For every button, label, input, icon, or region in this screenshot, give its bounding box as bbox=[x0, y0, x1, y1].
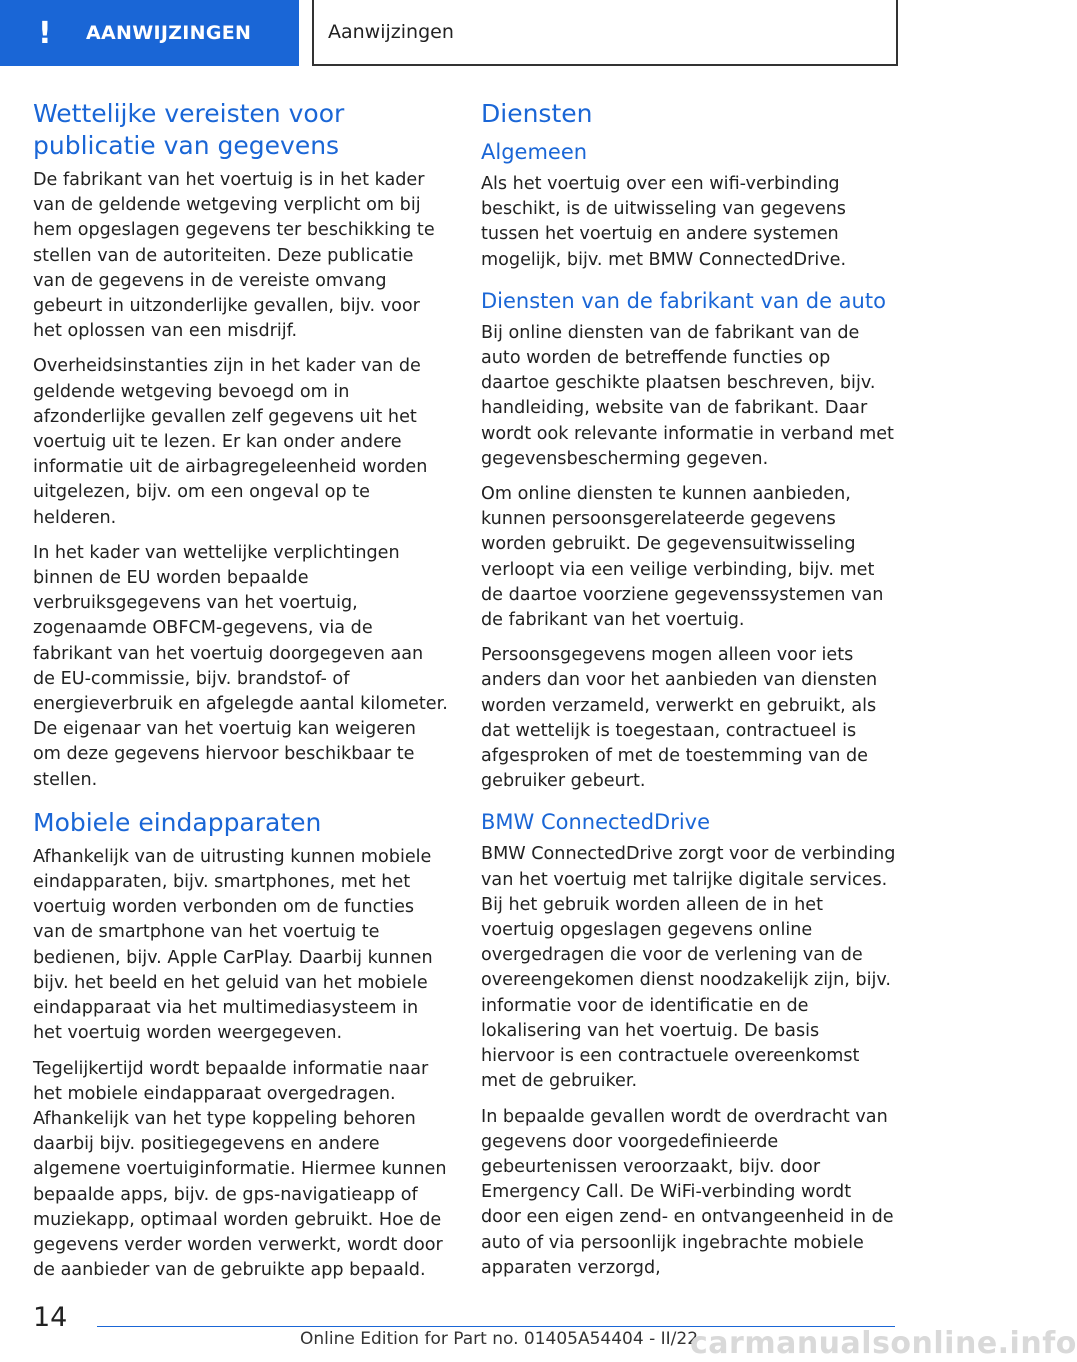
paragraph: BMW ConnectedDrive zorgt voor de verbinding van het voertuig met talrijke digitale services. Bij het gebruik worden alleen de in het voertuig opgeslagen gegevens online overgedragen die voor de verlening van de overeengekomen dienst noodzakelijk zijn, bijv. informatie voor de identificatie en de lokalisering van het voertuig. De basis hiervoor is een contractuele overeenkomst met de gebruiker. bbox=[481, 844, 896, 1092]
edition-note: Online Edition for Part no. 01405A54404 - II/22 bbox=[300, 1329, 699, 1349]
paragraph: De fabrikant van het voertuig is in het kader van de geldende wetgeving verplicht om bij hem opgeslagen gegevens ter beschikking te stellen van de autoriteiten. Deze publicatie van de gegevens in de vereiste omvang gebeurt in uitzonderlijke gevallen, bijv. voor het oplossen van een misdrijf. bbox=[33, 170, 435, 342]
heading-mobile-devices: Mobiele eindapparaten bbox=[33, 807, 322, 837]
heading-legal-requirements: Wettelijke vereisten voor publicatie van gegevens bbox=[33, 99, 345, 160]
paragraph: Afhankelijk van de uitrusting kunnen mobiele eindapparaten, bijv. smartphones, met het voertuig worden verbonden om de functies van de smartphone van het voertuig te bedienen, bijv. Apple CarPlay. Daarbij kunnen bijv. het beeld en het geluid van het mobiele eindapparaat via het multimediasysteem in het voertuig worden weergegeven. bbox=[33, 846, 433, 1044]
paragraph: Bij online diensten van de fabrikant van de auto worden de betreffende functies op daartoe geschikte plaatsen beschreven, bijv. handleiding, website van de fabrikant. Daar wordt ook relevante informatie in verband met gegevensbescherming gegeven. bbox=[481, 322, 894, 469]
heading-manufacturer-services: Diensten van de fabrikant van de auto bbox=[481, 288, 886, 313]
warning-icon: ! bbox=[38, 15, 52, 51]
paragraph: Om online diensten te kunnen aanbieden, kunnen persoonsgerelateerde gegevens worden gebruikt. De gegevensuitwisseling verloopt via een veilige verbinding, bijv. met de daartoe voorziene gegevenssystemen van de fabrikant van het voertuig. bbox=[481, 484, 884, 631]
chapter-tab bbox=[0, 0, 299, 66]
left-column bbox=[33, 98, 448, 1293]
heading-general: Algemeen bbox=[481, 140, 588, 164]
section-header bbox=[312, 0, 898, 66]
paragraph: Als het voertuig over een wifi-verbinding beschikt, is de uitwisseling van gegevens tussen het voertuig en andere systemen mogelijk, bijv. met BMW ConnectedDrive. bbox=[481, 174, 847, 270]
paragraph: Overheidsinstanties zijn in het kader van de geldende wetgeving bevoegd om in afzonderlijke gevallen zelf gegevens uit het voertuig uit te lezen. Er kan onder andere informatie uit de airbagregeleenheid worden uitgelezen, bijv. om een ongeval op te helderen. bbox=[33, 356, 428, 528]
heading-connecteddrive: BMW ConnectedDrive bbox=[481, 810, 711, 835]
paragraph: In bepaalde gevallen wordt de overdracht van gegevens door voorgedefinieerde gebeurtenissen veroorzaakt, bijv. door Emergency Call. De WiFi-verbinding wordt door een eigen zend- en ontvangeenheid in de auto of via persoonlijk ingebrachte mobiele apparaten verzorgd, bbox=[481, 1106, 894, 1278]
page-number: 14 bbox=[33, 1302, 68, 1333]
watermark: carmanualsonline.info bbox=[690, 1326, 1077, 1361]
paragraph: Tegelijkertijd wordt bepaalde informatie naar het mobiele eindapparaat overgedragen. Afhankelijk van het type koppeling behoren daarbij bijv. positiegegevens en andere algemene voertuiginformatie. Hiermee kunnen bepaalde apps, bijv. de gps-navigatieapp of muziekapp, optimaal worden gebruikt. Hoe de gegevens verder worden verwerkt, wordt door de aanbieder van de gebruikte app bepaald. bbox=[33, 1058, 447, 1281]
right-column bbox=[481, 98, 896, 1291]
section-title: Aanwijzingen bbox=[328, 21, 454, 43]
paragraph: Persoonsgegevens mogen alleen voor iets anders dan voor het aanbieden van diensten worden verzameld, verwerkt en gebruikt, als dat wettelijk is toegestaan, contractueel is afgesproken of met de toestemming van de gebruiker gebeurt. bbox=[481, 645, 878, 792]
chapter-tab-label: AANWIJZINGEN bbox=[86, 22, 252, 44]
paragraph: In het kader van wettelijke verplichtingen binnen de EU worden bepaalde verbruiksgegevens van het voertuig, zogenaamde OBFCM-gegevens, via de fabrikant van het voertuig doorgegeven aan de EU-commissie, bijv. brandstof- of energieverbruik en afgelegde aantal kilometer. De eigenaar van het voertuig kan weigeren om deze gegevens hiervoor beschikbaar te stellen. bbox=[33, 542, 448, 790]
heading-services: Diensten bbox=[481, 99, 593, 128]
